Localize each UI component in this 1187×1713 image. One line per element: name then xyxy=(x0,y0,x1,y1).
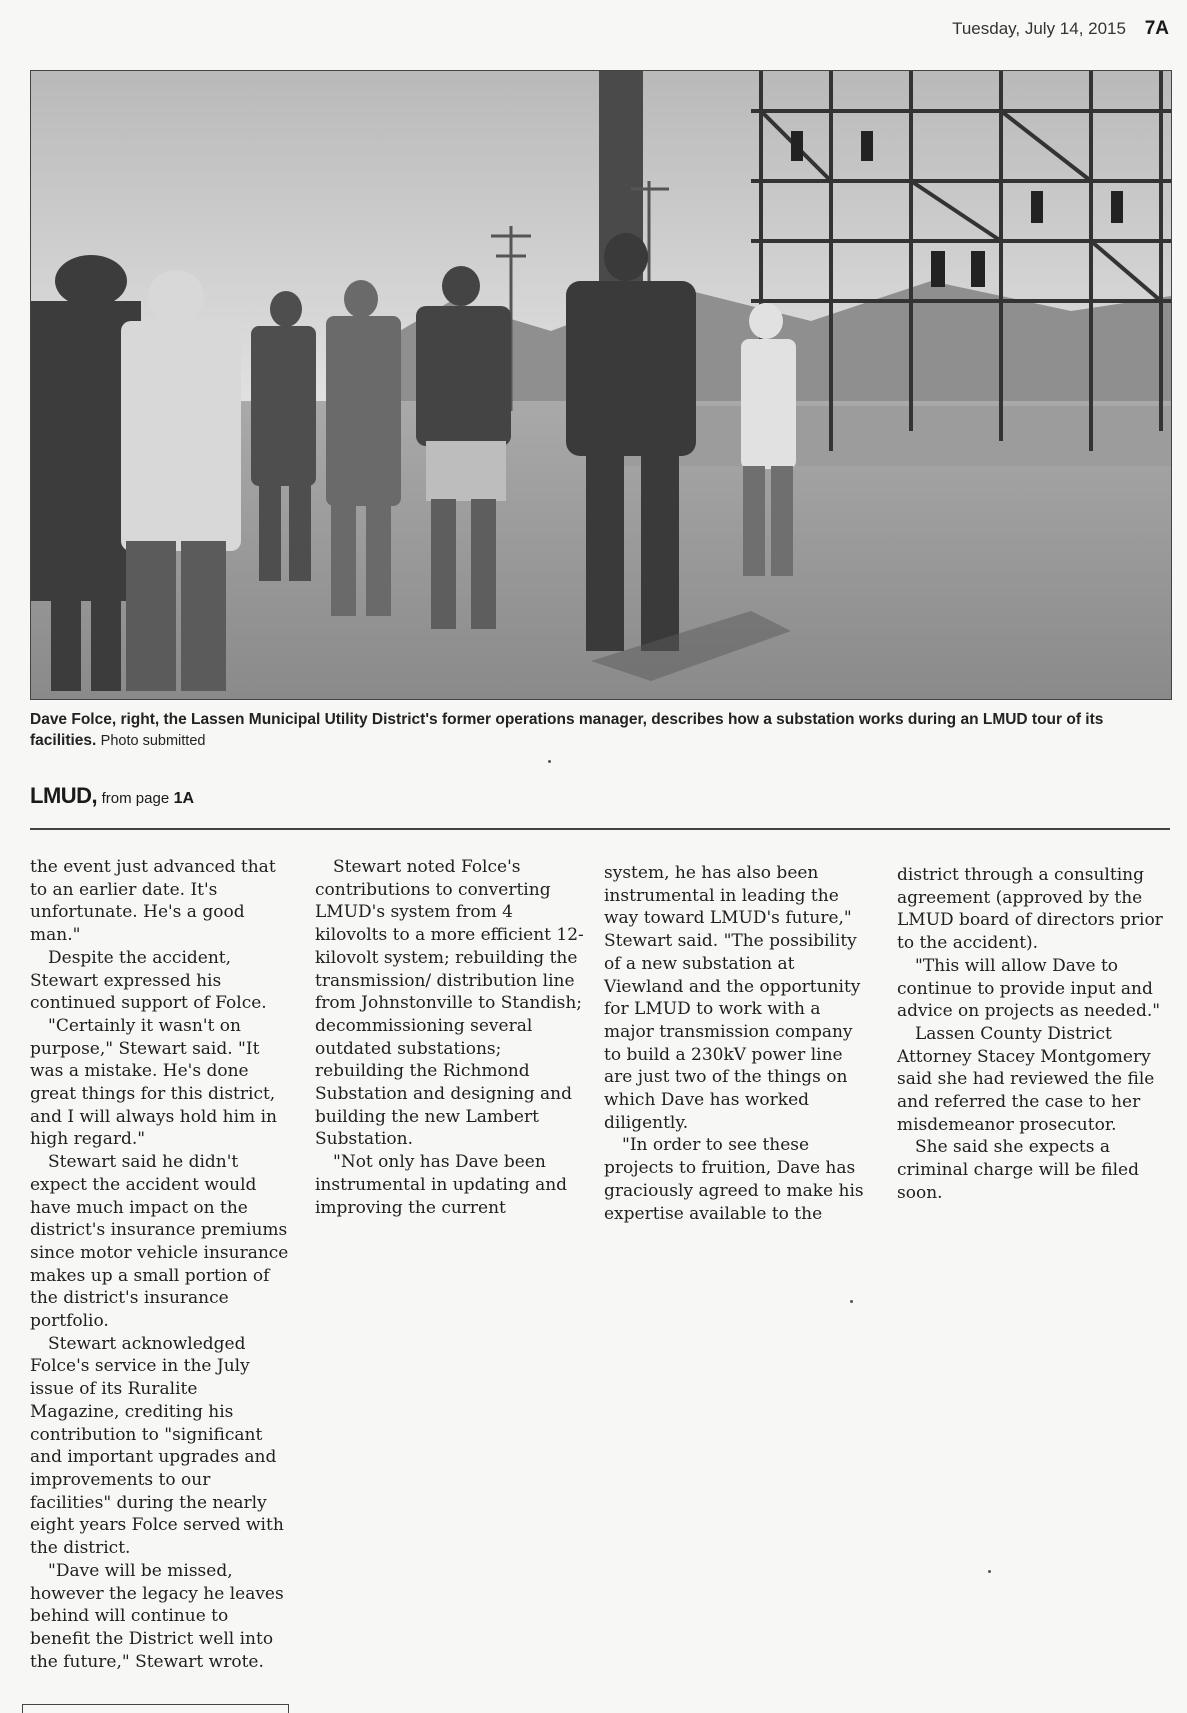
photo-credit: Photo submitted xyxy=(100,733,206,749)
jump-page: 1A xyxy=(173,790,195,807)
page-header xyxy=(952,18,1169,40)
paragraph: Despite the accident, Stewart expressed his continued support of Folce. xyxy=(30,947,267,1014)
paragraph: the event just advanced that to an earlier date. It's unfortunate. He's a good man." xyxy=(30,857,276,946)
article-column-4 xyxy=(897,864,1167,1205)
page-number: 7A xyxy=(1144,18,1169,39)
scan-speck xyxy=(988,1570,991,1573)
jump-slug: LMUD xyxy=(30,783,92,808)
paragraph: Stewart noted Folce's contributions to converting LMUD's system from 4 kilovolts to a more efficient 12-kilovolt system; rebuilding the transmission/ distribution line from Johnstonville to Standish; decommissioning several outdated substations; rebuilding the Richmond Substation and designing and building the new Lambert Substation. xyxy=(315,857,584,1150)
paragraph: Stewart acknowledged Folce's service in the July issue of its Ruralite Magazine, crediting his contribution to "significant and important upgrades and improvements to our facilities" during the nearly eight years Folce served with the district. xyxy=(30,1333,284,1559)
article-column-2 xyxy=(315,856,585,1219)
paragraph: "In order to see these projects to fruition, Dave has graciously agreed to make his expertise available to the xyxy=(604,1135,864,1224)
substation-photo xyxy=(30,70,1172,700)
article-column-3 xyxy=(604,862,874,1225)
section-rule xyxy=(30,828,1170,830)
jump-from-label: from page xyxy=(101,790,170,807)
scan-speck xyxy=(548,760,551,763)
article-column-1 xyxy=(30,856,292,1673)
caption-text: Dave Folce, right, the Lassen Municipal Utility District's former operations manager, describes how a substation works during an LMUD tour of its facilities. xyxy=(30,711,1104,749)
paragraph: "Certainly it wasn't on purpose," Stewart said. "It was a mistake. He's done great things for this district, and I will always hold him in high regard." xyxy=(30,1015,277,1150)
paragraph: "This will allow Dave to continue to provide input and advice on projects as needed." xyxy=(897,955,1161,1022)
issue-date: Tuesday, July 14, 2015 xyxy=(952,19,1126,38)
paragraph: district through a consulting agreement (approved by the LMUD board of directors prior to the accident). xyxy=(897,865,1163,954)
jump-line: LMUD, from page 1A xyxy=(30,783,195,808)
paragraph: system, he has also been instrumental in leading the way toward LMUD's future," Stewart said. "The possibility of a new substation at Viewland and the opportunity for LMUD to work with a major transmission company to build a 230kV power line are just two of the things on which Dave has worked diligently. xyxy=(604,863,861,1133)
photo-substation-tour-icon xyxy=(31,71,1171,699)
paragraph: Lassen County District Attorney Stacey Montgomery said she had reviewed the file and referred the case to her misdemeanor prosecutor. xyxy=(897,1023,1155,1135)
paragraph: "Dave will be missed, however the legacy he leaves behind will continue to benefit the District well into the future," Stewart wrote. xyxy=(30,1560,284,1672)
photo-caption xyxy=(30,709,1170,752)
paragraph: "Not only has Dave been instrumental in updating and improving the current xyxy=(315,1152,568,1218)
paragraph: She said she expects a criminal charge will be filed soon. xyxy=(897,1137,1139,1203)
scan-speck xyxy=(850,1300,853,1303)
paragraph: Stewart said he didn't expect the accident would have much impact on the district's insurance premiums since motor vehicle insurance makes up a small portion of the district's insurance portfolio. xyxy=(30,1152,289,1332)
